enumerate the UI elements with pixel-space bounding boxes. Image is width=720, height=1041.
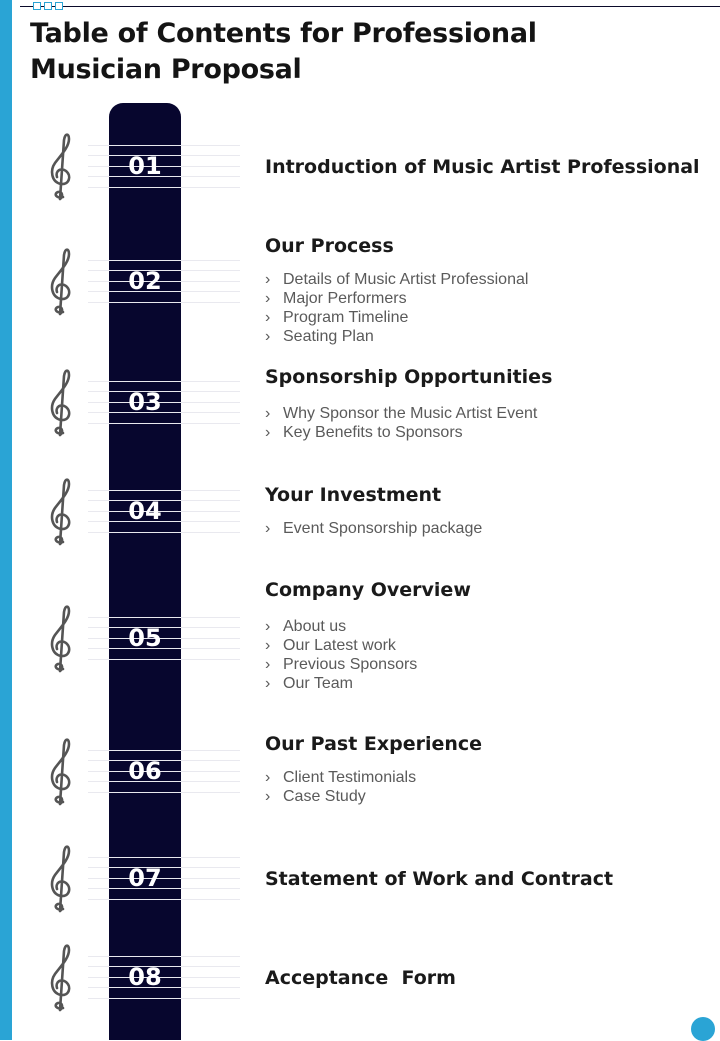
item-number: 01 [128,152,162,180]
item-number: 02 [128,267,162,295]
item-heading[interactable]: Company Overview [265,579,471,601]
chevron-right-icon: › [265,424,271,441]
chevron-right-icon: › [265,328,271,345]
sub-item[interactable]: › Major Performers [265,290,407,307]
sub-item[interactable]: › Client Testimonials [265,769,417,786]
sub-list [265,519,482,538]
chevron-right-icon: › [265,788,271,805]
sub-item[interactable]: › Key Benefits to Sponsors [265,424,463,441]
item-heading[interactable]: Your Investment [265,484,442,506]
treble-clef-icon [36,941,84,1013]
chevron-right-icon: › [265,290,271,307]
item-heading[interactable]: Our Process [265,235,394,257]
chevron-right-icon: › [265,637,271,654]
treble-clef-icon [36,602,84,674]
square-icon [44,2,52,10]
sub-list [265,270,528,346]
sub-item[interactable]: › Program Timeline [265,309,409,326]
left-accent-bar [0,0,12,1040]
item-number: 08 [128,963,162,991]
chevron-right-icon: › [265,309,271,326]
item-heading[interactable]: Acceptance Form [265,967,456,989]
chevron-right-icon: › [265,520,271,537]
chevron-right-icon: › [265,405,271,422]
treble-clef-icon [36,842,84,914]
item-number: 03 [128,388,162,416]
treble-clef-icon [36,245,84,317]
page-title: Table of Contents for Professional Musician Proposal [30,18,537,85]
treble-clef-icon [36,475,84,547]
item-number: 07 [128,864,162,892]
treble-clef-icon [36,130,84,202]
sub-list [265,617,417,693]
sub-item[interactable]: › Event Sponsorship package [265,520,483,537]
sub-list [265,768,416,806]
sub-item[interactable]: › Details of Music Artist Professional [265,271,529,288]
sub-item[interactable]: › Previous Sponsors [265,656,418,673]
item-heading[interactable]: Sponsorship Opportunities [265,366,553,388]
item-number: 06 [128,757,162,785]
chevron-right-icon: › [265,769,271,786]
item-heading[interactable]: Our Past Experience [265,733,483,755]
item-heading[interactable]: Statement of Work and Contract [265,868,614,890]
sub-item[interactable]: › Our Team [265,675,353,692]
sub-item[interactable]: › Case Study [265,788,366,805]
sub-list [265,404,537,442]
sub-item[interactable]: › Seating Plan [265,328,374,345]
item-number: 04 [128,497,162,525]
treble-clef-icon [36,366,84,438]
chevron-right-icon: › [265,271,271,288]
sub-item[interactable]: › About us [265,618,347,635]
item-number: 05 [128,624,162,652]
square-icon [33,2,41,10]
chevron-right-icon: › [265,675,271,692]
sub-item[interactable]: › Our Latest work [265,637,396,654]
square-icon [55,2,63,10]
chevron-right-icon: › [265,656,271,673]
corner-dot [691,1017,715,1041]
chevron-right-icon: › [265,618,271,635]
sub-item[interactable]: › Why Sponsor the Music Artist Event [265,405,538,422]
treble-clef-icon [36,735,84,807]
top-rule [20,6,720,7]
item-heading[interactable]: Introduction of Music Artist Professional [265,156,700,178]
